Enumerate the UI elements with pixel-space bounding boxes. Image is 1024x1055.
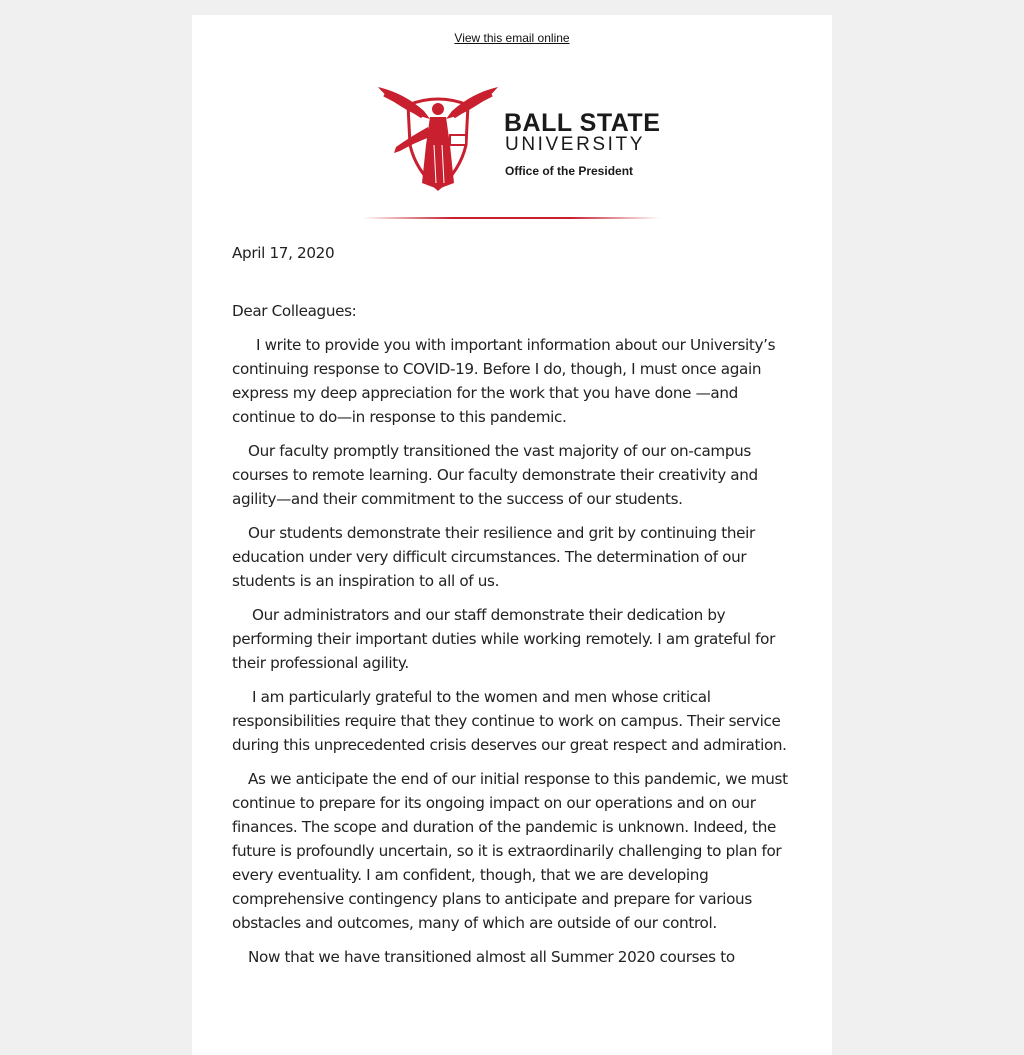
logo-university-word: UNIVERSITY [505,134,646,155]
letter-paragraph: Our students demonstrate their resilience and grit by continuing their education under very difficult circumstances. The determination of our students is an inspiration to all of us. [232,524,755,590]
letter-salutation: Dear Colleagues: [232,302,357,320]
letter-paragraph: As we anticipate the end of our initial response to this pandemic, we must continue to prepare for its ongoing impact on our operations and on our finances. The scope and duration of the pandemic is unknown. Indeed, the future is profoundly uncertain, so it is extraordinarily challenging to plan for every eventuality. I am confident, though, that we are developing comprehensive contingency plans to anticipate and prepare for various obstacles and outcomes, many of which are outside of our control. [232,770,788,932]
letter-paragraph: Now that we have transitioned almost all Summer 2020 courses to [248,948,735,966]
ball-state-logo [374,85,661,195]
view-online-bar [192,31,832,45]
header-divider [362,217,660,219]
letter-paragraph: Our administrators and our staff demonstrate their dedication by performing their important duties while working remotely. I am grateful for their professional agility. [232,606,775,672]
view-email-online-link[interactable]: View this email online [454,31,570,45]
logo-office-name: Office of the President [505,164,634,178]
cardinal-shield-emblem-icon [374,85,502,195]
email-card [192,15,832,1055]
letter-paragraph: I write to provide you with important information about our University’s continuing response to COVID-19. Before I do, though, I must once again express my deep appreciation for the work that you have done —and continue to do—in response to this pandemic. [232,336,776,426]
logo-university-name: BALL STATE [504,109,661,137]
letter-paragraph: Our faculty promptly transitioned the vast majority of our on-campus courses to remote learning. Our faculty demonstrate their creativity and agility—and their commitment to the success of our students. [232,442,758,508]
letter-body [232,241,797,979]
letter-date: April 17, 2020 [232,244,335,262]
letter-paragraph: I am particularly grateful to the women and men whose critical responsibilities require that they continue to work on campus. Their service during this unprecedented crisis deserves our great respect and admiration. [232,688,787,754]
